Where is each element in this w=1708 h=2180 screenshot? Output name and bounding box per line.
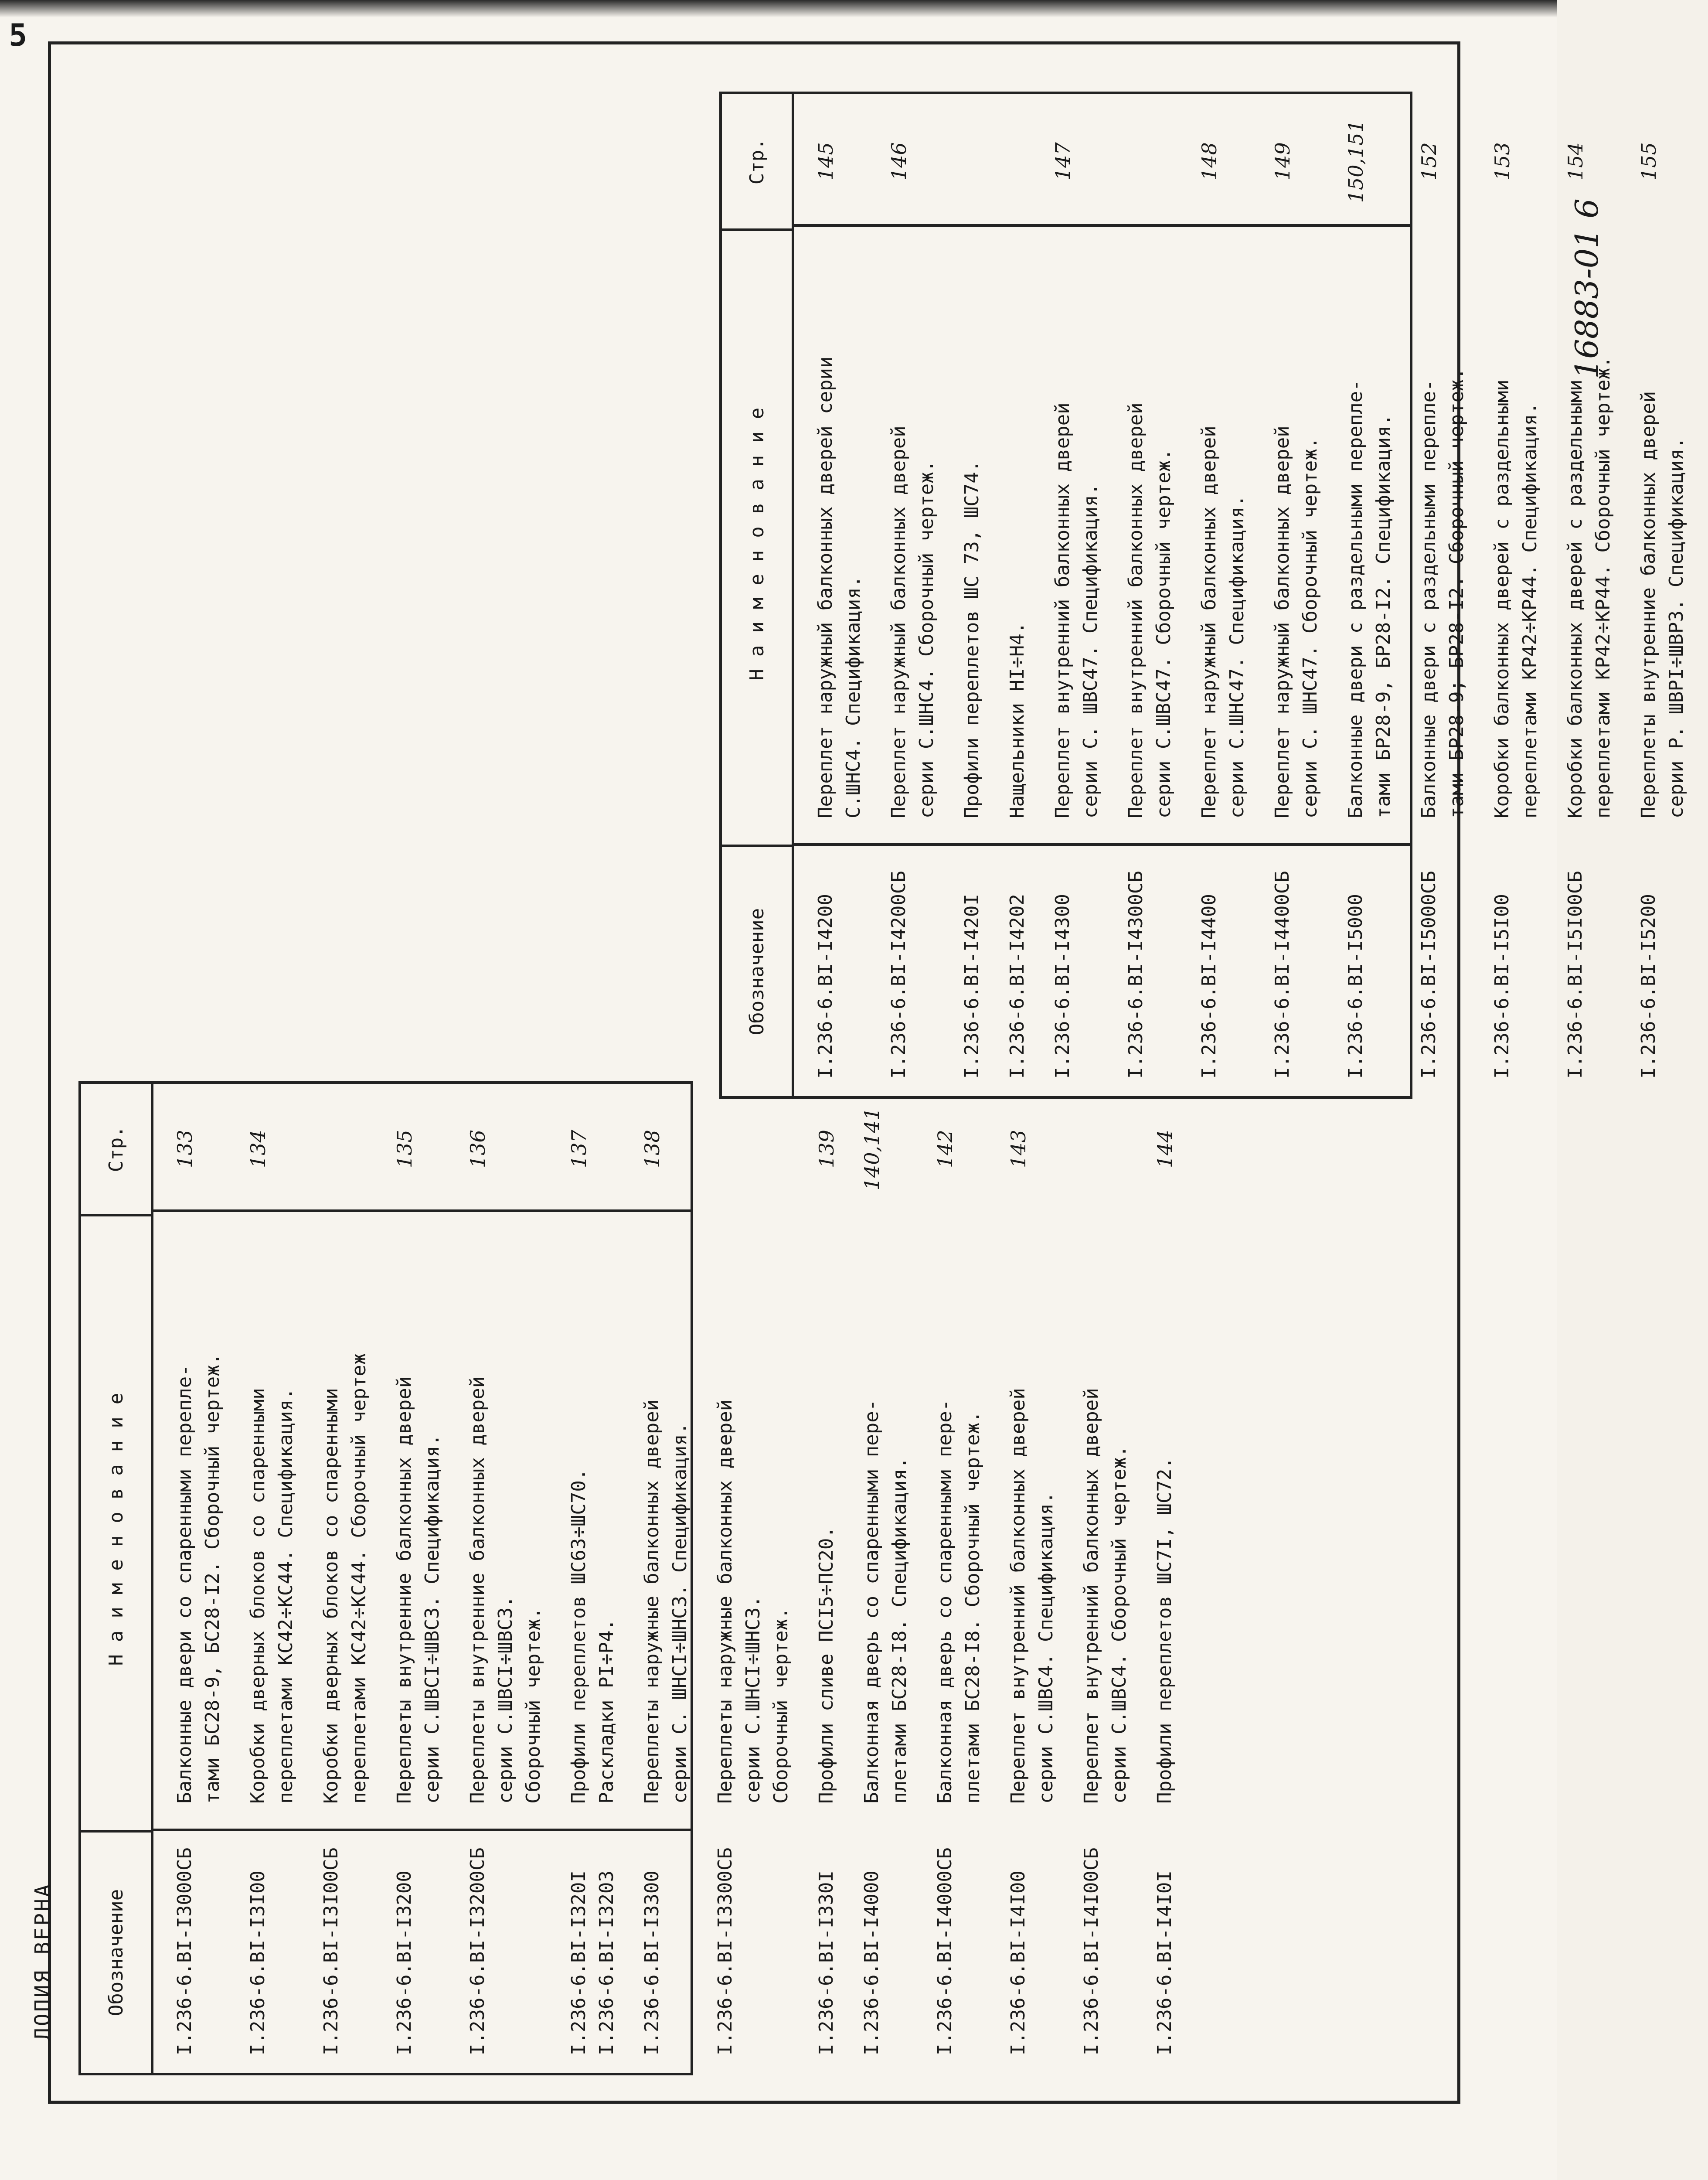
cell-code: I.236-6.BI-I5000СБ xyxy=(1418,871,1440,1079)
table-row xyxy=(1635,94,1691,1096)
cell-page: 150,151 xyxy=(1344,120,1368,203)
cell-code: I.236-6.BI-I4400 xyxy=(1198,894,1220,1079)
cell-name: Балконные двери с раздельными перепле- тами БР28-9; БР28-I2. Сборочный чертеж. xyxy=(1418,368,1468,818)
cell-page: 147 xyxy=(1051,142,1075,181)
header-name: Наименование xyxy=(81,1214,151,1830)
cell-name: Переплеты внутренние балконных дверей серии С.ШВСI÷ШВС3. Сборочный чертеж. xyxy=(466,1376,544,1804)
cell-page: 138 xyxy=(640,1130,664,1168)
cell-code: I.236-6.BI-I420I xyxy=(961,894,983,1079)
cell-page: 140,141 xyxy=(860,1107,884,1191)
cell-name: Переплет внутренний балконных дверей серии С.ШВС47. Сборочный чертеж. xyxy=(1125,402,1175,818)
cell-page: 143 xyxy=(1007,1130,1030,1168)
table-row xyxy=(1004,1084,1060,2073)
cell-name: Переплет наружный балконных дверей серии С.ШНС4. Сборочный чертеж. xyxy=(888,426,938,818)
sheet-number: 5 xyxy=(9,17,27,53)
cell-code: I.236-6.BI-I5I00СБ xyxy=(1564,871,1586,1079)
table-row xyxy=(858,1084,914,2073)
table-row xyxy=(885,94,941,1096)
cell-name: Профили сливе ПСI5÷ПС20. xyxy=(815,1526,837,1804)
table-row xyxy=(1004,94,1031,1096)
cell-name: Балконная дверь со спаренными пере- плетами БС28-I8. Сборочный чертеж. xyxy=(934,1399,984,1804)
cell-name: Переплет внутренний балконных дверей серии С.ШВС4. Сборочный чертеж. xyxy=(1080,1388,1130,1804)
header-page: Стр. xyxy=(105,1126,127,1172)
cell-name: Профили переплетов ШС7I, ШС72. xyxy=(1153,1457,1176,1804)
cell-code: I.236-6.BI-I4I00СБ xyxy=(1080,1847,1102,2055)
cell-name: Переплет внутренний балконных дверей серии С. ШВС47. Спецификация. xyxy=(1051,402,1102,818)
table-row xyxy=(711,1084,795,2073)
cell-code: I.236-6.BI-I4400СБ xyxy=(1271,871,1293,1079)
table-row xyxy=(1049,94,1105,1096)
cell-code: I.236-6.BI-I4000СБ xyxy=(934,1847,956,2055)
cell-code: I.236-6.BI-I4200СБ xyxy=(888,871,910,1079)
cell-name: Переплет наружный балконных дверей серии С. ШНС47. Сборочный чертеж. xyxy=(1271,426,1321,818)
cell-name: Коробки дверных блоков со спаренными переплетами КС42÷КС44. Спецификация. xyxy=(247,1388,297,1804)
table-row xyxy=(171,1084,227,2073)
cell-code: I.236-6.BI-I4200 xyxy=(814,894,837,1079)
contents-table-left xyxy=(78,1081,1177,2075)
header-code: Обозначение xyxy=(722,845,792,1096)
cell-page: 155 xyxy=(1637,142,1660,181)
header-name: Наименование xyxy=(722,228,792,845)
cell-code: I.236-6.BI-I5200 xyxy=(1637,894,1660,1079)
cell-name: Переплеты внутренние балконных дверей серии С.ШВСI÷ШВС3. Спецификация. xyxy=(393,1376,443,1804)
cell-code: I.236-6.BI-I4300СБ xyxy=(1125,871,1147,1079)
table-row xyxy=(244,1084,300,2073)
cell-name: Переплет внутренний балконных дверей серии С.ШВС4. Спецификация. xyxy=(1007,1388,1057,1804)
scan-edge xyxy=(0,0,1557,17)
table-row xyxy=(1122,94,1178,1096)
cell-page: 148 xyxy=(1198,142,1221,181)
cell-page xyxy=(317,1084,373,1214)
cell-name: Переплет наружный балконных дверей серии С.ШНС47. Спецификация. xyxy=(1198,426,1248,818)
cell-page xyxy=(1078,1084,1133,1214)
cell-code: I.236-6.BI-I4I0I xyxy=(1153,1870,1176,2055)
cell-code: I.236-6.BI-I5000 xyxy=(1344,894,1367,1079)
table-row xyxy=(958,94,986,1096)
cell-page: 153 xyxy=(1490,142,1514,181)
cell-page: 135 xyxy=(393,1130,416,1168)
table-row xyxy=(1151,1084,1179,2073)
cell-name: Балконные двери со спаренными перепле- тами БС28-9, БС28-I2. Сборочный чертеж. xyxy=(174,1353,224,1804)
cell-code: I.236-6.BI-I4000 xyxy=(861,1870,883,2055)
table-rows xyxy=(153,1084,1196,2073)
cell-name: Коробки балконных дверей с раздельными переплетами КР42÷КР44. Спецификация. xyxy=(1491,379,1541,818)
cell-page: 134 xyxy=(246,1130,270,1168)
cell-page: 146 xyxy=(887,142,911,181)
table-row xyxy=(317,1084,373,2073)
table-row xyxy=(1488,94,1544,1096)
cell-code: I.236-6.BI-I3300 xyxy=(641,1870,663,2055)
cell-name: Балконная дверь со спаренными пере- плетами БС28-I8. Спецификация. xyxy=(861,1399,911,1804)
approval-stamp: ЛОПИЯ ВЕРНА xyxy=(31,1883,55,2040)
table-header xyxy=(81,1084,153,2073)
table-row xyxy=(812,94,868,1096)
table-rows xyxy=(794,94,1708,1096)
cell-name: Коробки дверных блоков со спаренными переплетами КС42÷КС44. Сборочный чертеж xyxy=(320,1353,370,1804)
cell-page: 137 xyxy=(567,1130,591,1168)
cell-page: 149 xyxy=(1271,142,1294,181)
table-row xyxy=(1562,94,1617,1096)
cell-page: 139 xyxy=(815,1130,838,1168)
cell-name: Профили переплетов ШС 73, ШС74. xyxy=(961,460,983,818)
table-header xyxy=(722,94,794,1096)
cell-name: Переплет наружный балконных дверей серии С.ШНС4. Спецификация. xyxy=(814,356,864,818)
cell-page xyxy=(1122,94,1178,228)
table-row xyxy=(1078,1084,1133,2073)
cell-page xyxy=(711,1084,795,1214)
cell-name: Балконные двери с раздельными перепле- тами БР28-9, БР28-I2. Спецификация. xyxy=(1344,379,1395,818)
cell-code: I.236-6.BI-I3I00СБ xyxy=(320,1847,342,2055)
cell-page: 133 xyxy=(173,1130,197,1168)
cell-name: Коробки балконных дверей с раздельными переплетами КР42÷КР44. Сборочный чертеж. xyxy=(1564,356,1614,818)
table-row xyxy=(1342,94,1398,1096)
cell-code: I.236-6.BI-I3I00 xyxy=(247,1870,269,2055)
cell-code: I.236-6.BI-I320I I.236-6.BI-I3203 xyxy=(568,1870,618,2055)
cell-code: I.236-6.BI-I4300 xyxy=(1051,894,1074,1079)
header-code: Обозначение xyxy=(81,1830,151,2073)
cell-code: I.236-6.BI-I4202 xyxy=(1006,894,1028,1079)
cell-page: 154 xyxy=(1564,142,1587,181)
cell-code: I.236-6.BI-I3200СБ xyxy=(466,1847,489,2055)
table-row xyxy=(1415,94,1471,1096)
cell-code: I.236-6.BI-I3300СБ xyxy=(714,1847,736,2055)
table-row xyxy=(565,1084,621,2073)
cell-name: Переплеты внутренние балконных дверей серии Р. ШВРI÷ШВР3. Спецификация. xyxy=(1637,391,1688,818)
cell-page xyxy=(958,94,986,228)
table-row xyxy=(638,1084,694,2073)
cell-page: 136 xyxy=(466,1130,490,1168)
table-row xyxy=(391,1084,446,2073)
cell-code: I.236-6.BI-I3200 xyxy=(393,1870,415,2055)
cell-code: I.236-6.BI-I4I00 xyxy=(1007,1870,1029,2055)
table-row xyxy=(813,1084,840,2073)
document-number: 16883-01 6 xyxy=(1569,198,1605,379)
cell-page: 144 xyxy=(1153,1130,1177,1168)
cell-code: I.236-6.BI-I330I xyxy=(815,1870,837,2055)
table-row xyxy=(464,1084,548,2073)
cell-page: 145 xyxy=(814,142,837,181)
cell-page: 152 xyxy=(1417,142,1441,181)
cell-name: Профили переплетов ШС63÷ШС70. Раскладки PI÷P4. xyxy=(568,1468,618,1804)
cell-page xyxy=(1004,94,1031,228)
cell-page: 142 xyxy=(933,1130,957,1168)
cell-name: Нащельники НI÷Н4. xyxy=(1006,622,1028,818)
header-page: Стр. xyxy=(745,138,768,185)
cell-code: I.236-6.BI-I5I00 xyxy=(1491,894,1513,1079)
cell-name: Переплеты наружные балконных дверей серии С. ШНСI÷ШНС3. Спецификация. xyxy=(641,1399,691,1804)
table-row xyxy=(1195,94,1251,1096)
cell-name: Переплеты наружные балконных дверей серии С.ШНСI÷ШНС3. Сборочный чертеж. xyxy=(714,1399,792,1804)
cell-code: I.236-6.BI-I3000СБ xyxy=(174,1847,196,2055)
table-body xyxy=(153,1084,1177,2073)
table-row xyxy=(1269,94,1324,1096)
table-row xyxy=(931,1084,987,2073)
